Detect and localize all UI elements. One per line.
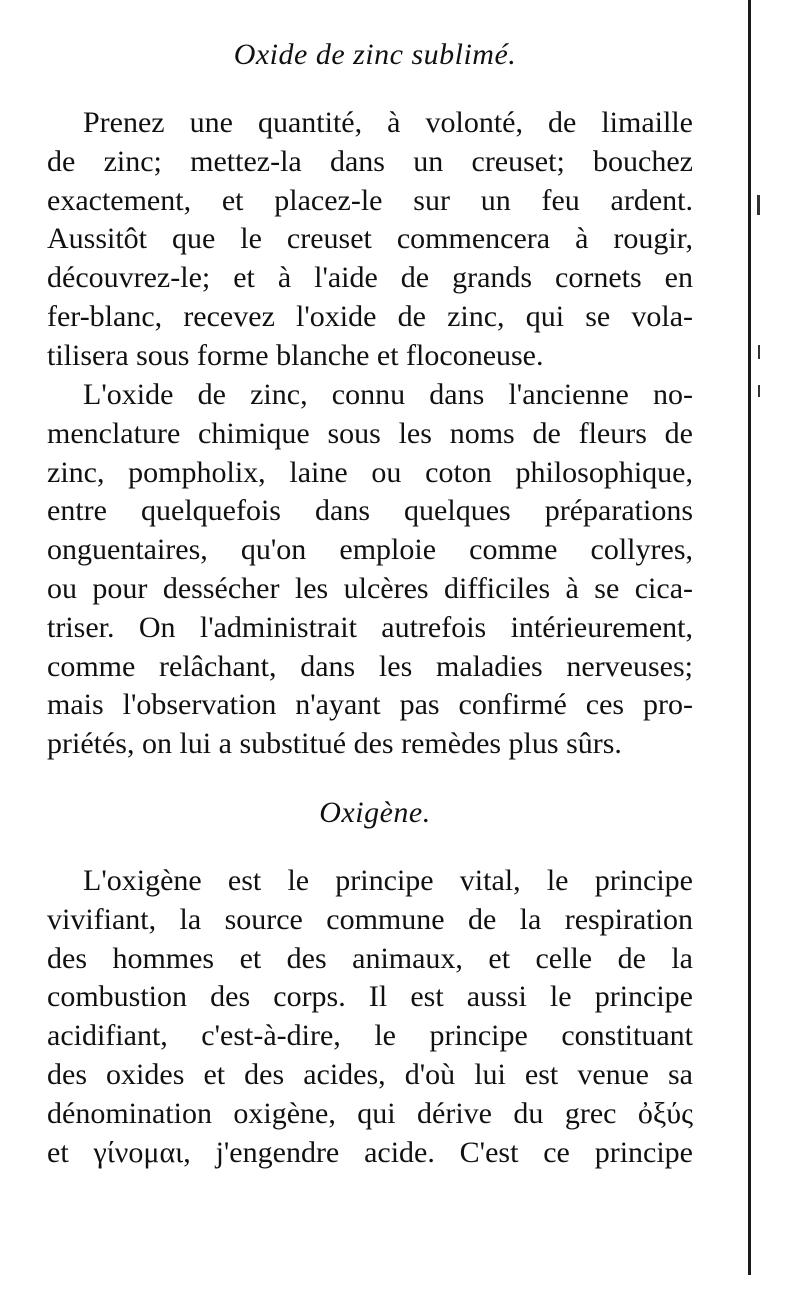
gutter-mark — [758, 345, 760, 359]
page-edge-line — [748, 0, 751, 1275]
text-line: et γίνομαι, j'engendre acide. C'est ce principe — [47, 1135, 693, 1169]
text-line: des hommes et des animaux, et celle de la — [47, 941, 693, 975]
text-line: priétés, on lui a substitué des remèdes plus sûrs. — [47, 727, 622, 761]
text-line: mais l'observation n'ayant pas confirmé ces pro- — [47, 688, 693, 722]
text-line: de zinc; mettez-la dans un creuset; bouchez — [47, 144, 693, 178]
text-line: L'oxigène est le principe vital, le principe — [83, 864, 693, 897]
text-line: Aussitôt que le creuset commencera à rougir, — [47, 222, 693, 256]
text-line: zinc, pompholix, laine ou coton philosophique, — [47, 455, 693, 489]
section-heading-zinc: Oxide de zinc sublimé. — [233, 38, 517, 71]
text-line: onguentaires, qu'on emploie comme collyres, — [47, 533, 693, 567]
text-line: vivifiant, la source commune de la respiration — [47, 902, 693, 936]
text-line: acidifiant, c'est-à-dire, le principe constituant — [47, 1019, 693, 1053]
gutter-mark — [758, 385, 760, 397]
paragraph-zinc-uses — [47, 376, 693, 764]
text-line: exactement, et placez-le sur un feu ardent. — [47, 183, 693, 217]
text-line: découvrez-le; et à l'aide de grands cornets en — [47, 261, 693, 295]
text-line: entre quelquefois dans quelques préparations — [47, 494, 693, 528]
text-line: menclature chimique sous les noms de fleurs de — [47, 416, 693, 450]
text-line: combustion des corps. Il est aussi le principe — [47, 980, 693, 1014]
text-line: des oxides et des acides, d'où lui est venue sa — [47, 1057, 693, 1091]
text-line: tilisera sous forme blanche et floconeuse. — [47, 338, 544, 372]
text-line: comme relâchant, dans les maladies nerveuses; — [47, 649, 693, 683]
gutter-mark — [757, 195, 760, 215]
text-line: dénomination oxigène, qui dérive du grec ὀξύς — [47, 1096, 693, 1130]
text-line: fer-blanc, recevez l'oxide de zinc, qui se vola- — [47, 299, 693, 333]
text-line: Prenez une quantité, à volonté, de limaille — [83, 106, 693, 139]
paragraph-zinc-preparation — [47, 104, 693, 376]
paragraph-oxygen — [47, 862, 693, 1172]
text-line: ou pour dessécher les ulcères difficiles à se cica- — [47, 571, 693, 605]
text-line: triser. On l'administrait autrefois intérieurement, — [47, 610, 693, 644]
section-heading-oxygen: Oxigène. — [319, 796, 431, 829]
text-line: L'oxide de zinc, connu dans l'ancienne no- — [83, 378, 693, 411]
